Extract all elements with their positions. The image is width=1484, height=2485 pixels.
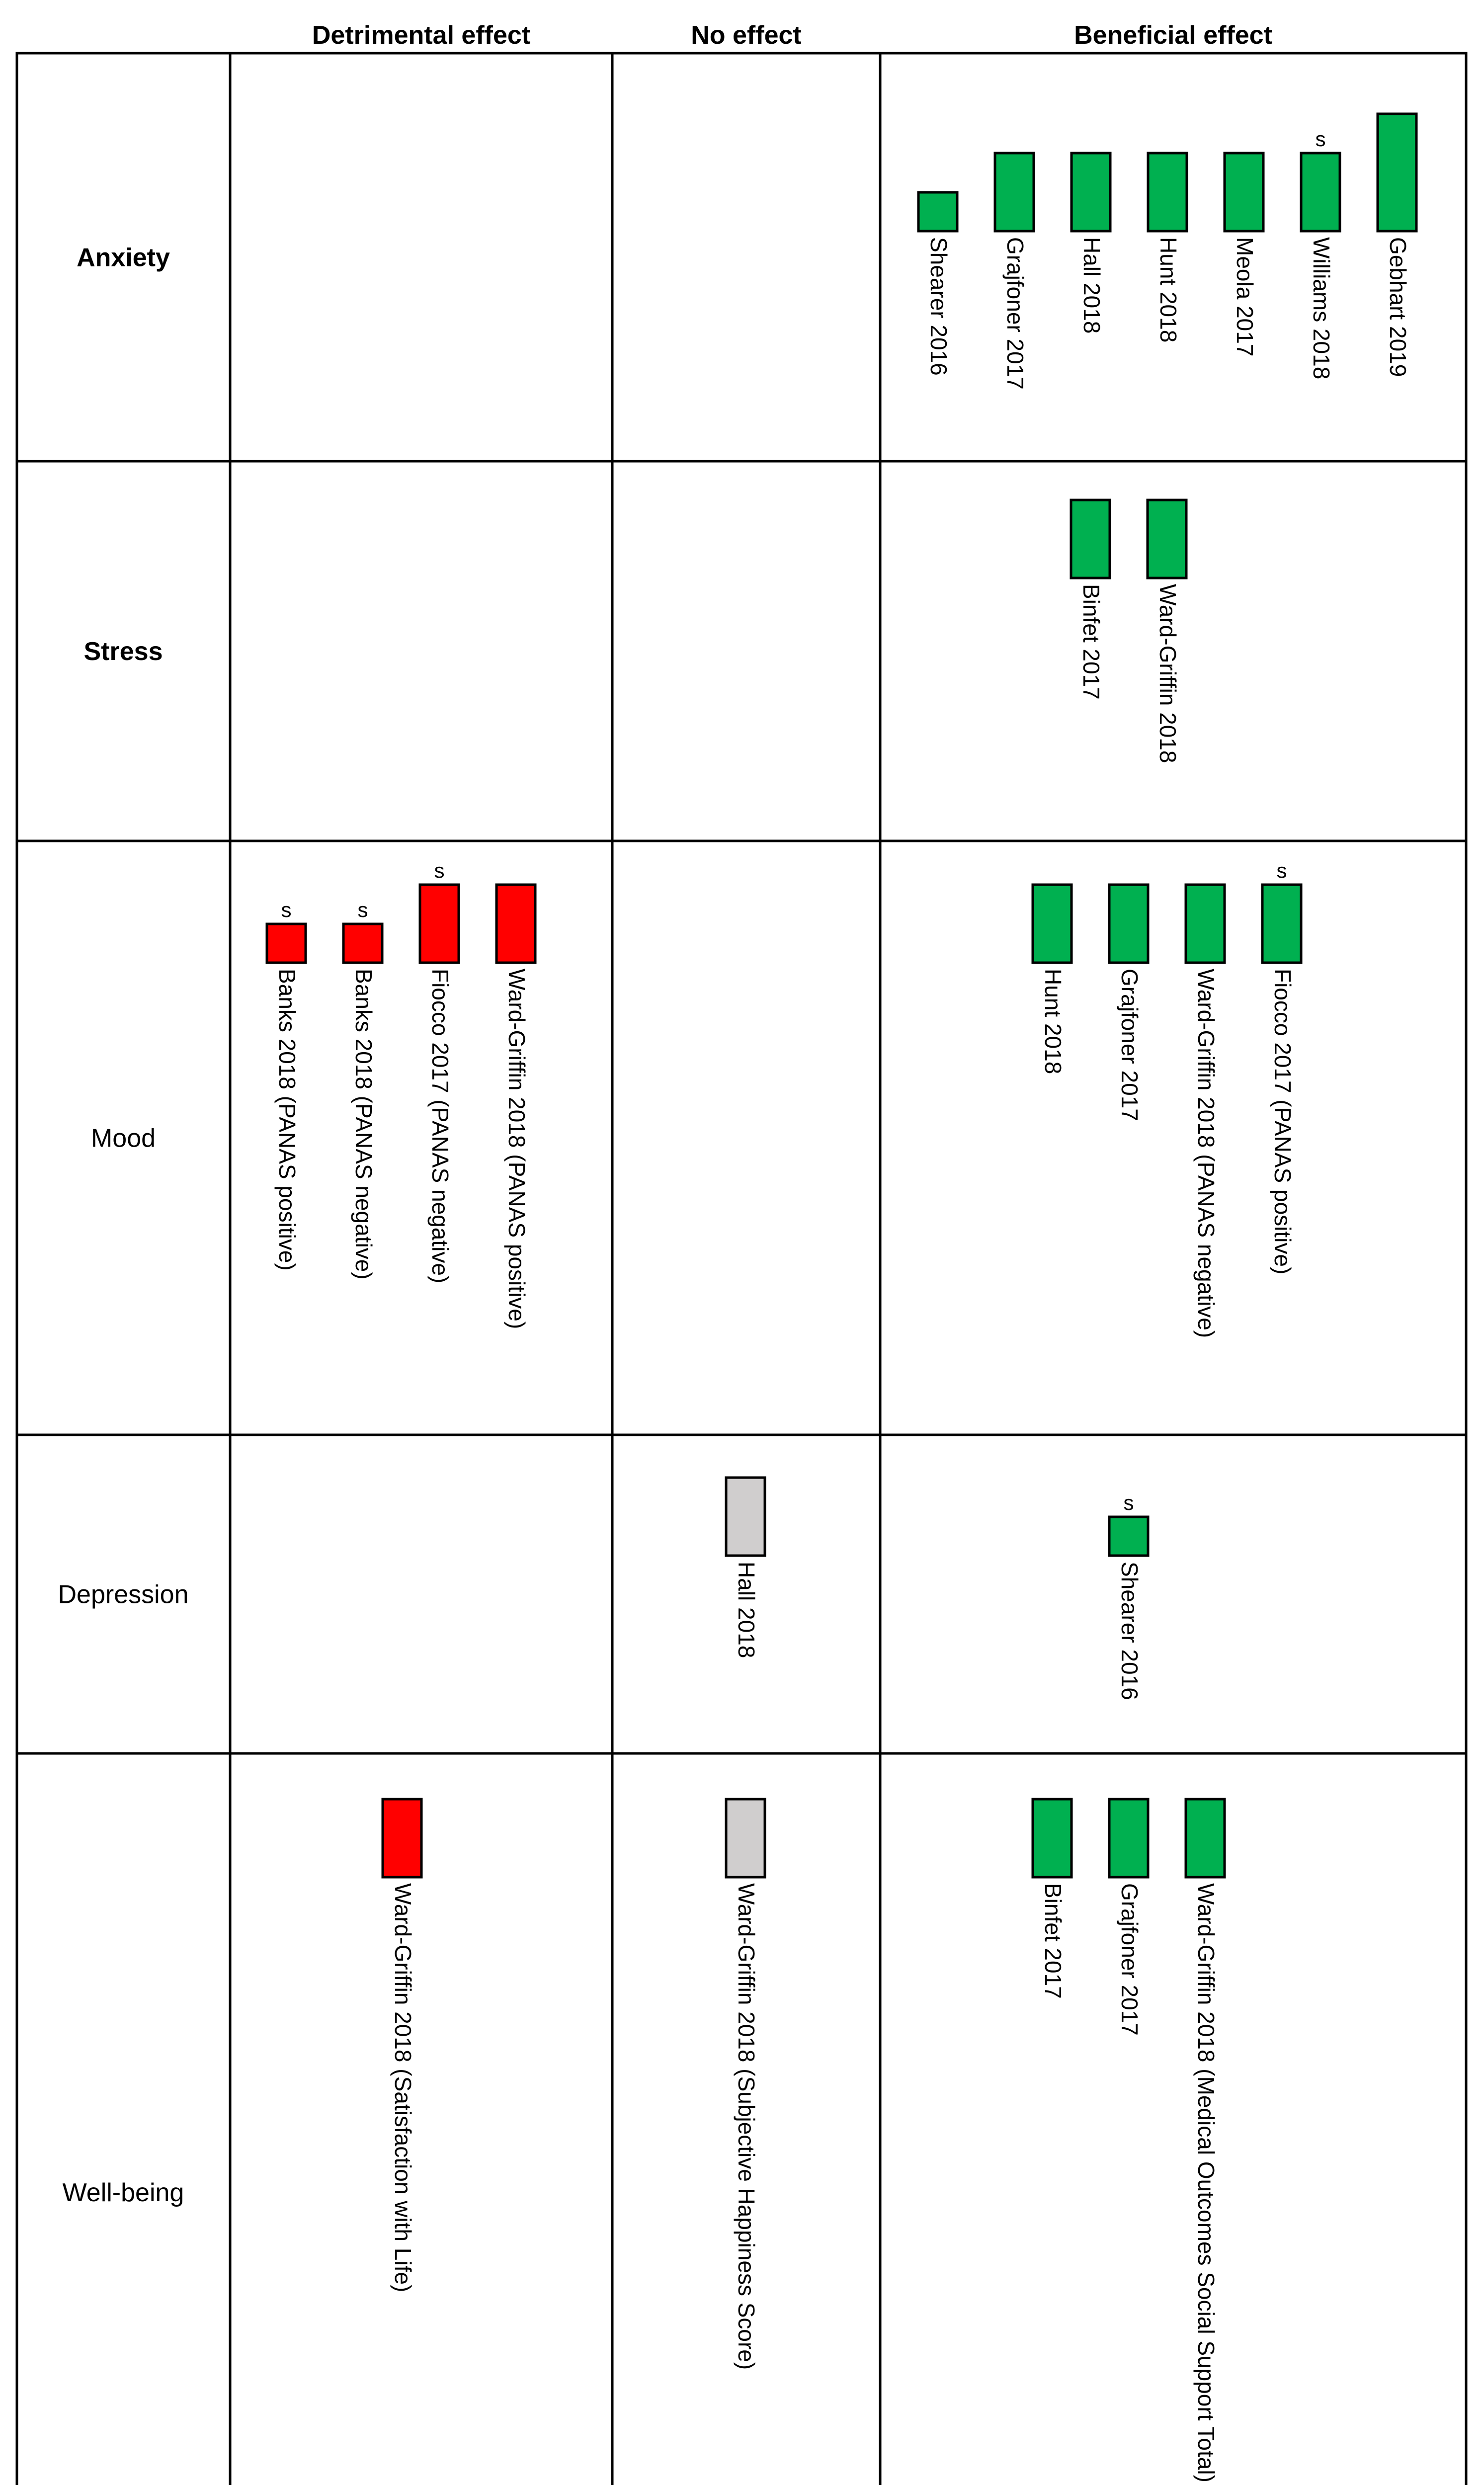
bar-anxiety-hall-2018 xyxy=(1072,153,1110,231)
bar-label: Ward-Griffin 2018 (Medical Outcomes Social Support Total) xyxy=(1193,1883,1219,2483)
bar-mood-banks-2018-panas-positive xyxy=(267,924,306,963)
bar-well-being-ward-griffin-2018-medical-outcomes-social-support-total xyxy=(1186,1799,1225,1877)
column-header-detrimental-effect: Detrimental effect xyxy=(312,21,531,50)
significance-marker: s xyxy=(357,898,368,921)
bar-anxiety-grajfoner-2017 xyxy=(995,153,1034,231)
bar-label: Banks 2018 (PANAS positive) xyxy=(274,969,300,1271)
bar-mood-fiocco-2017-panas-negative xyxy=(420,885,459,963)
bar-anxiety-meola-2017 xyxy=(1225,153,1263,231)
bar-stress-binfet-2017 xyxy=(1071,500,1110,578)
bar-label: Grajfoner 2017 xyxy=(1117,969,1143,1121)
bar-label: Gebhart 2019 xyxy=(1385,237,1411,377)
significance-marker: s xyxy=(1276,859,1287,882)
bar-stress-ward-griffin-2018 xyxy=(1148,500,1186,578)
bar-label: Meola 2017 xyxy=(1232,237,1258,357)
row-labels xyxy=(58,244,188,2208)
bar-label: Ward-Griffin 2018 (PANAS positive) xyxy=(504,969,530,1329)
bar-well-being-grajfoner-2017 xyxy=(1109,1799,1148,1877)
column-header-beneficial-effect: Beneficial effect xyxy=(1074,21,1272,50)
bar-label: Banks 2018 (PANAS negative) xyxy=(351,969,377,1280)
bar-anxiety-shearer-2016 xyxy=(918,192,957,231)
bar-depression-shearer-2016 xyxy=(1109,1517,1148,1556)
bar-label: Hunt 2018 xyxy=(1040,969,1066,1075)
column-header-no-effect: No effect xyxy=(691,21,802,50)
bar-label: Ward-Griffin 2018 xyxy=(1155,584,1181,763)
row-label-stress: Stress xyxy=(83,637,163,666)
row-label-anxiety: Anxiety xyxy=(77,243,170,272)
row-label-depression: Depression xyxy=(58,1580,189,1609)
study-bars xyxy=(267,114,1416,2483)
bar-anxiety-hunt-2018 xyxy=(1148,153,1187,231)
bar-well-being-ward-griffin-2018-satisfaction-with-life xyxy=(383,1799,421,1877)
bar-label: Fiocco 2017 (PANAS negative) xyxy=(427,969,453,1284)
bar-label: Grajfoner 2017 xyxy=(1117,1883,1143,2036)
bar-label: Hall 2018 xyxy=(734,1562,759,1658)
bar-label: Fiocco 2017 (PANAS positive) xyxy=(1270,969,1296,1275)
bar-anxiety-gebhart-2019 xyxy=(1378,114,1416,231)
bar-mood-banks-2018-panas-negative xyxy=(343,924,382,963)
bar-well-being-ward-griffin-2018-subjective-happiness-score xyxy=(726,1799,765,1877)
significance-marker: s xyxy=(1123,1491,1134,1514)
significance-marker: s xyxy=(434,859,445,882)
bar-depression-hall-2018 xyxy=(726,1478,765,1556)
column-headers xyxy=(312,21,1272,50)
bar-label: Hunt 2018 xyxy=(1155,237,1181,343)
bar-label: Hall 2018 xyxy=(1079,237,1105,334)
bar-label: Ward-Griffin 2018 (Subjective Happiness Score) xyxy=(734,1883,759,2370)
significance-marker: s xyxy=(281,898,292,921)
bar-mood-grajfoner-2017 xyxy=(1109,885,1148,963)
bar-well-being-binfet-2017 xyxy=(1033,1799,1072,1877)
bar-mood-hunt-2018 xyxy=(1033,885,1072,963)
bar-label: Grajfoner 2017 xyxy=(1002,237,1028,390)
bar-label: Shearer 2016 xyxy=(1117,1562,1143,1700)
row-label-well-being: Well-being xyxy=(62,2178,184,2207)
bar-label: Ward-Griffin 2018 (Satisfaction with Life) xyxy=(390,1883,416,2293)
row-label-mood: Mood xyxy=(90,1124,156,1153)
bar-label: Binfet 2017 xyxy=(1040,1883,1066,1999)
bar-anxiety-williams-2018 xyxy=(1301,153,1340,231)
bar-label: Ward-Griffin 2018 (PANAS negative) xyxy=(1193,969,1219,1338)
bar-mood-ward-griffin-2018-panas-positive xyxy=(496,885,535,963)
bar-label: Binfet 2017 xyxy=(1078,584,1104,700)
bar-mood-fiocco-2017-panas-positive xyxy=(1262,885,1301,963)
bar-label: Williams 2018 xyxy=(1309,237,1334,380)
significance-marker: s xyxy=(1315,127,1326,151)
bar-mood-ward-griffin-2018-panas-negative xyxy=(1186,885,1225,963)
bar-label: Shearer 2016 xyxy=(926,237,952,376)
